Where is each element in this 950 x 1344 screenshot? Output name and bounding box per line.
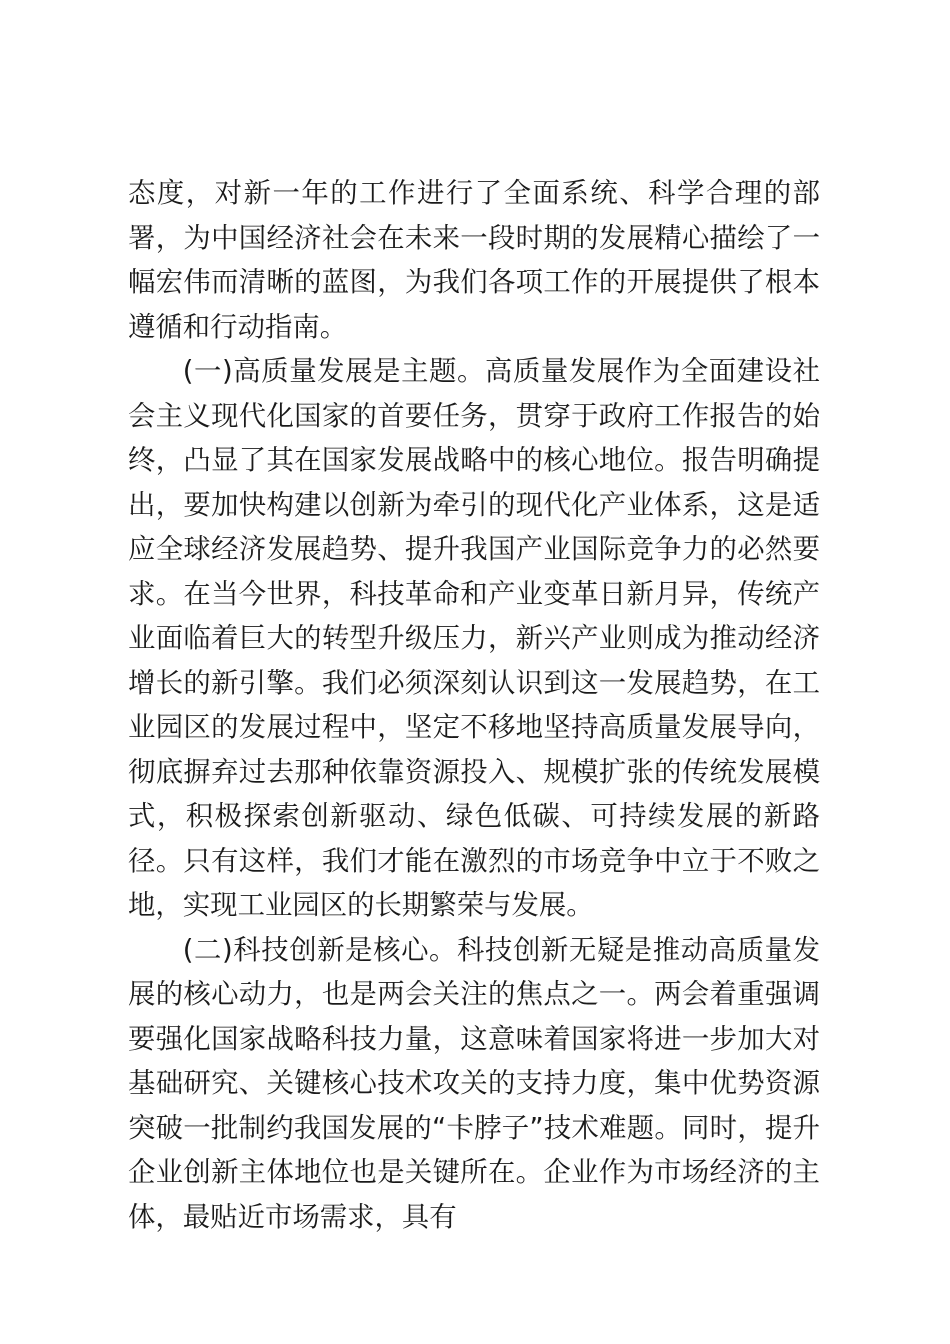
- document-body: [128, 172, 820, 1240]
- paragraph-tech-innovation: (二)科技创新是核心。科技创新无疑是推动高质量发展的核心动力，也是两会关注的焦点之一。两会着重强调要强化国家战略科技力量，这意味着国家将进一步加大对基础研究、关键核心技术攻关的支持力度，集中优势资源突破一批制约我国发展的“卡脖子”技术难题。同时，提升企业创新主体地位也是关键所在。企业作为市场经济的主体，最贴近市场需求，具有: [128, 934, 820, 1233]
- paragraph-high-quality-development: (一)高质量发展是主题。高质量发展作为全面建设社会主义现代化国家的首要任务，贯穿于政府工作报告的始终，凸显了其在国家发展战略中的核心地位。报告明确提出，要加快构建以创新为牵引的现代化产业体系，这是适应全球经济发展趋势、提升我国产业国际竞争力的必然要求。在当今世界，科技革命和产业变革日新月异，传统产业面临着巨大的转型升级压力，新兴产业则成为推动经济增长的新引擎。我们必须深刻认识到这一发展趋势，在工业园区的发展过程中，坚定不移地坚持高质量发展导向，彻底摒弃过去那种依靠资源投入、规模扩张的传统发展模式，积极探索创新驱动、绿色低碳、可持续发展的新路径。只有这样，我们才能在激烈的市场竞争中立于不败之地，实现工业园区的长期繁荣与发展。: [128, 356, 820, 921]
- paragraph-continuation: 态度，对新一年的工作进行了全面系统、科学合理的部署，为中国经济社会在未来一段时期的发展精心描绘了一幅宏伟而清晰的蓝图，为我们各项工作的开展提供了根本遵循和行动指南。: [128, 178, 820, 343]
